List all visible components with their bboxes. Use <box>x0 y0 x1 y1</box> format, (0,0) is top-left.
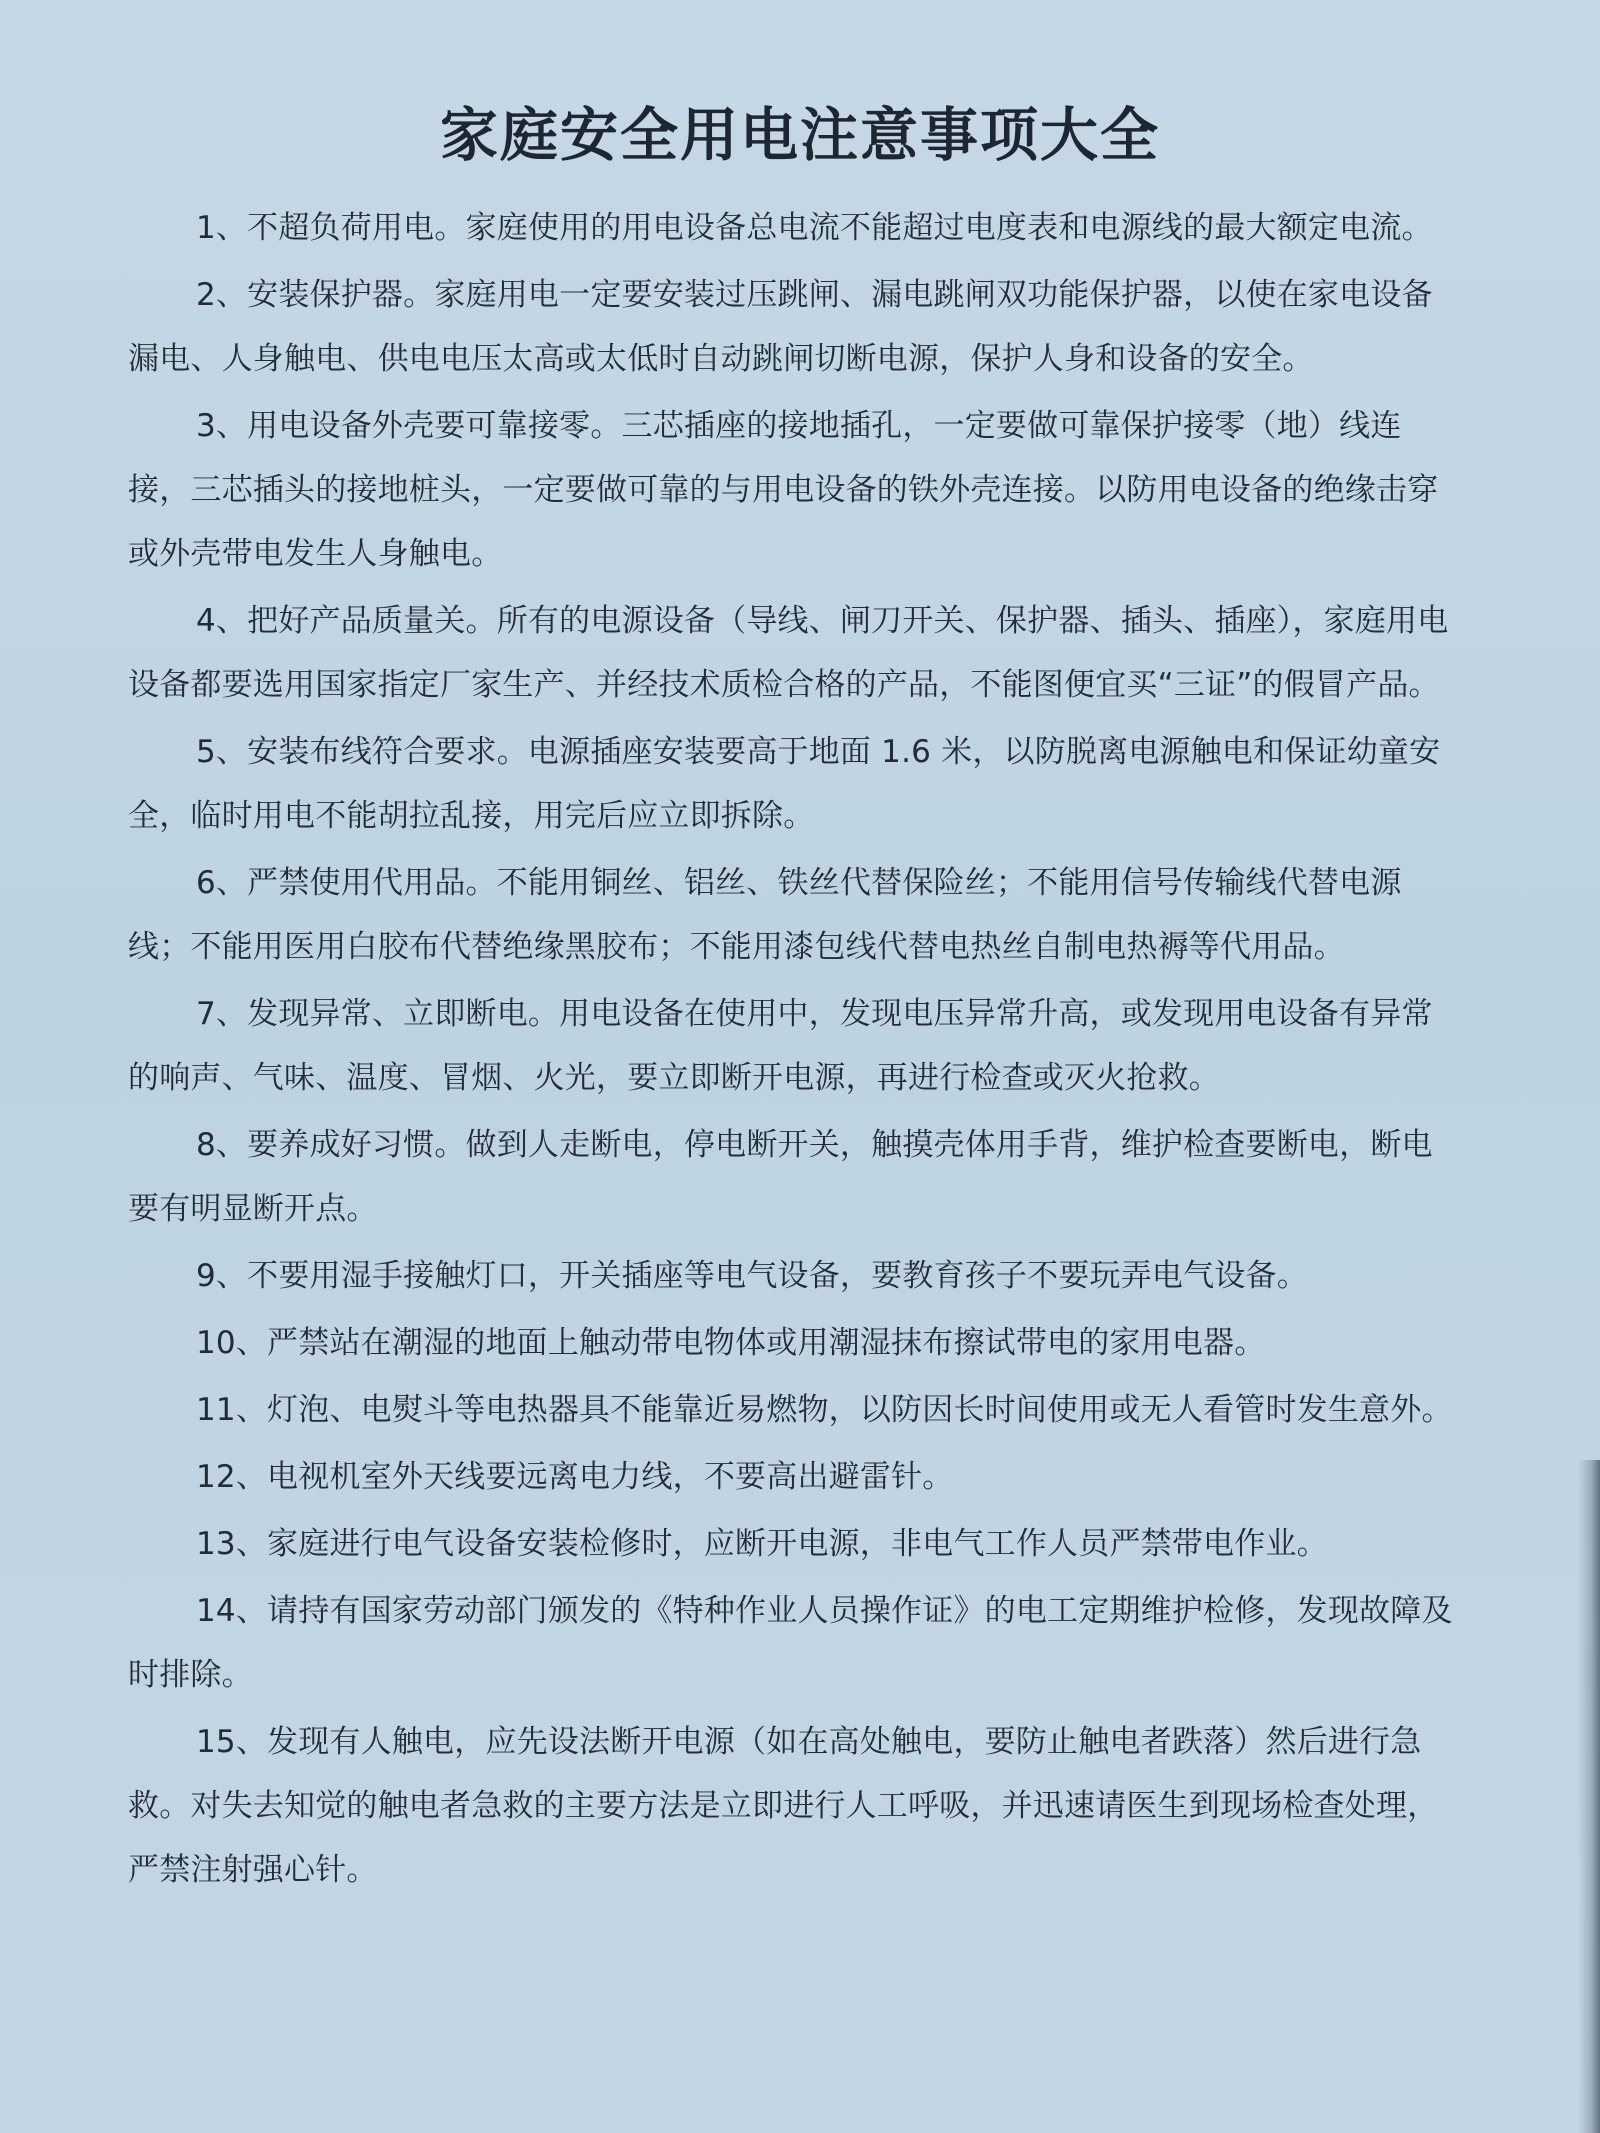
list-item-11: 11、灯泡、电熨斗等电热器具不能靠近易燃物，以防因长时间使用或无人看管时发生意外。 <box>196 1392 1453 1428</box>
list-item-1: 1、不超负荷用电。家庭使用的用电设备总电流不能超过电度表和电源线的最大额定电流。 <box>196 210 1433 246</box>
list-item-7: 7、发现异常、立即断电。用电设备在使用中，发现电压异常升高，或发现用电设备有异常的响声、气味、温度、冒烟、火光，要立即断开电源，再进行检查或灭火抢救。 <box>128 996 1433 1096</box>
list-item-2: 2、安装保护器。家庭用电一定要安装过压跳闸、漏电跳闸双功能保护器，以使在家电设备漏电、人身触电、供电电压太高或太低时自动跳闸切断电源，保护人身和设备的安全。 <box>128 277 1433 377</box>
list-item-5: 5、安装布线符合要求。电源插座安装要高于地面 1.6 米，以防脱离电源触电和保证幼童安全，临时用电不能胡拉乱接，用完后应立即拆除。 <box>128 734 1441 834</box>
list-item-13: 13、家庭进行电气设备安装检修时，应断开电源，非电气工作人员严禁带电作业。 <box>196 1526 1328 1562</box>
list-item-12: 12、电视机室外天线要远离电力线，不要高出避雷针。 <box>196 1459 954 1495</box>
list-item-8: 8、要养成好习惯。做到人走断电，停电断开关，触摸壳体用手背，维护检查要断电，断电要有明显断开点。 <box>128 1127 1433 1227</box>
document-body <box>128 196 1458 1905</box>
list-item-14: 14、请持有国家劳动部门颁发的《特种作业人员操作证》的电工定期维护检修，发现故障及时排除。 <box>128 1593 1453 1693</box>
list-item-4: 4、把好产品质量关。所有的电源设备（导线、闸刀开关、保护器、插头、插座），家庭用电设备都要选用国家指定厂家生产、并经技术质检合格的产品，不能图便宜买“三证”的假冒产品。 <box>128 603 1449 703</box>
list-item-9: 9、不要用湿手接触灯口，开关插座等电气设备，要教育孩子不要玩弄电气设备。 <box>196 1258 1308 1294</box>
list-item-6: 6、严禁使用代用品。不能用铜丝、铝丝、铁丝代替保险丝；不能用信号传输线代替电源线；不能用医用白胶布代替绝缘黑胶布；不能用漆包线代替电热丝自制电热褥等代用品。 <box>128 865 1402 965</box>
document-title: 家庭安全用电注意事项大全 <box>439 101 1160 169</box>
list-item-3: 3、用电设备外壳要可靠接零。三芯插座的接地插孔，一定要做可靠保护接零（地）线连接，三芯插头的接地桩头，一定要做可靠的与用电设备的铁外壳连接。以防用电设备的绝缘击穿或外壳带电发生人身触电。 <box>128 408 1439 572</box>
list-item-15: 15、发现有人触电，应先设法断开电源（如在高处触电，要防止触电者跌落）然后进行急救。对失去知觉的触电者急救的主要方法是立即进行人工呼吸，并迅速请医生到现场检查处理，严禁注射强心针。 <box>128 1724 1439 1888</box>
list-item-10: 10、严禁站在潮湿的地面上触动带电物体或用潮湿抹布擦试带电的家用电器。 <box>196 1325 1266 1361</box>
